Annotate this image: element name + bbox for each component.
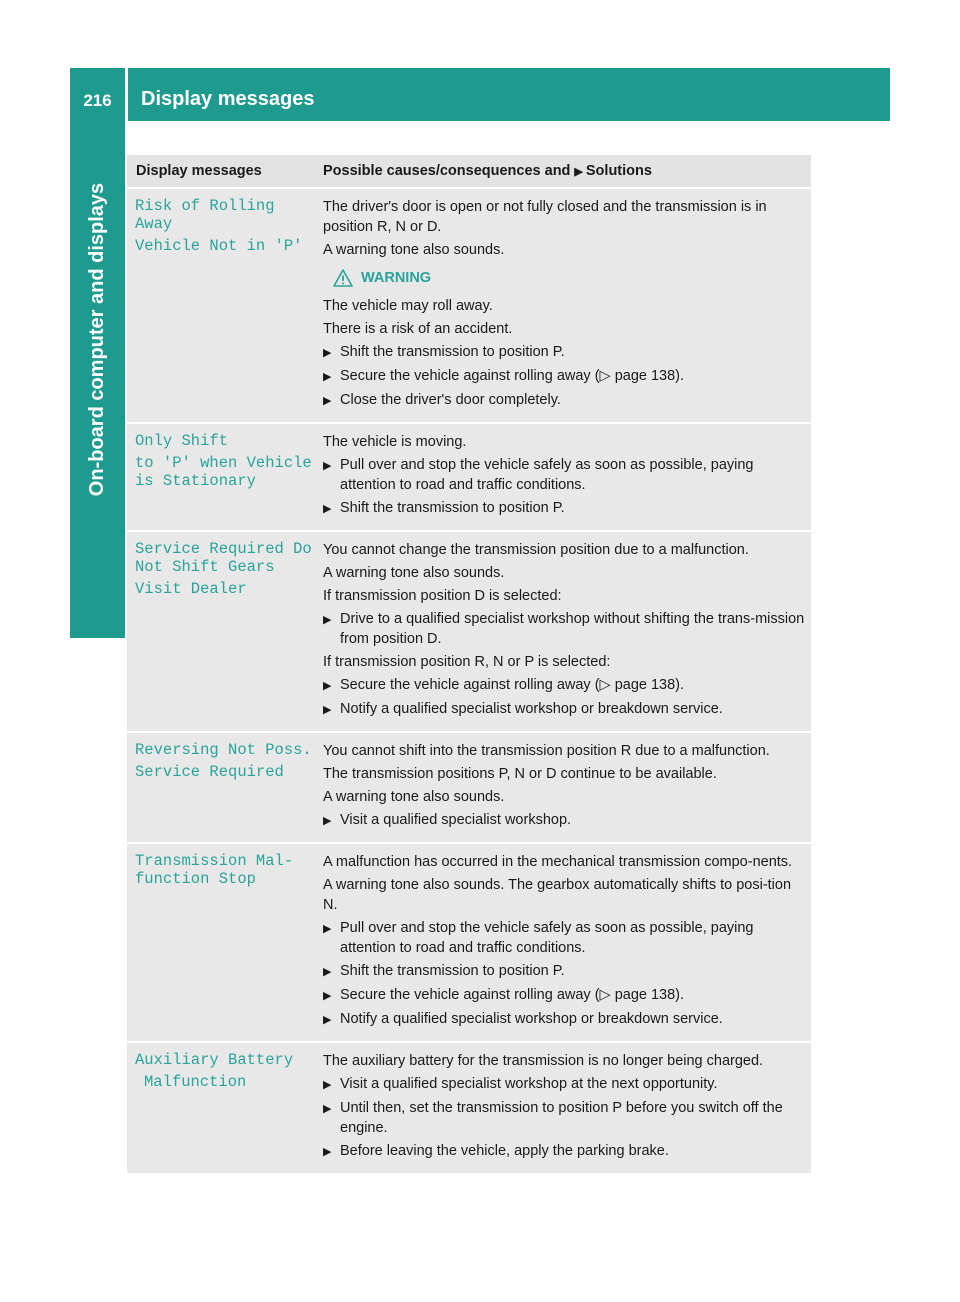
- step-text: Shift the transmission to position P.: [340, 500, 565, 516]
- paragraph: A warning tone also sounds.: [323, 789, 505, 805]
- display-message: [127, 197, 314, 414]
- paragraph: The auxiliary battery for the transmission is no longer being charged.: [323, 1053, 764, 1069]
- paragraph: The driver's door is open or not fully closed and the transmission is in position R, N or D.: [323, 199, 767, 235]
- chapter-side-tab: [70, 121, 125, 638]
- arrow-right-icon: ▶: [323, 614, 332, 626]
- display-messages-table: [127, 155, 811, 1173]
- action-step: [323, 699, 805, 720]
- step-text: Secure the vehicle against rolling away (▷ page 138).: [340, 368, 685, 384]
- arrow-right-icon: ▶: [323, 1103, 332, 1115]
- action-step: [323, 1074, 805, 1095]
- arrow-right-icon: ▶: [323, 395, 332, 407]
- action-step: [323, 342, 805, 363]
- warning-text: WARNING: [361, 270, 432, 286]
- table-row: [127, 189, 811, 422]
- step-text: Visit a qualified specialist workshop.: [340, 812, 572, 828]
- chapter-label: On-board computer and displays: [86, 182, 108, 497]
- warning-triangle-icon: [333, 269, 353, 287]
- table-body: [127, 189, 811, 1173]
- step-text: Secure the vehicle against rolling away (▷ page 138).: [340, 677, 685, 693]
- action-step: [323, 985, 805, 1006]
- paragraph: A warning tone also sounds. The gearbox automatically shifts to posi-tion N.: [323, 877, 792, 913]
- action-step: [323, 609, 805, 649]
- action-step: [323, 961, 805, 982]
- paragraph: A warning tone also sounds.: [323, 242, 505, 258]
- action-step: [323, 498, 805, 519]
- display-message: [127, 1051, 314, 1165]
- action-step: [323, 675, 805, 696]
- table-row: [127, 532, 811, 731]
- display-message: [127, 852, 314, 1033]
- action-step: [323, 1141, 805, 1162]
- message-line: Only Shift: [135, 432, 229, 450]
- paragraph: The transmission positions P, N or D continue to be available.: [323, 766, 717, 782]
- arrow-right-icon: ▶: [323, 1079, 332, 1091]
- step-text: Visit a qualified specialist workshop at the next opportunity.: [340, 1076, 718, 1092]
- paragraph: There is a risk of an accident.: [323, 321, 513, 337]
- arrow-right-icon: ▶: [323, 680, 332, 692]
- arrow-right-icon: ▶: [323, 371, 332, 383]
- step-text: Shift the transmission to position P.: [340, 963, 565, 979]
- step-text: Pull over and stop the vehicle safely as soon as possible, paying attention to road and traffic conditions.: [340, 920, 754, 956]
- table-header: [127, 155, 811, 187]
- message-line: Visit Dealer: [135, 580, 247, 598]
- message-line: Transmission Mal‐ function Stop: [135, 852, 294, 888]
- step-text: Pull over and stop the vehicle safely as soon as possible, paying attention to road and traffic conditions.: [340, 457, 754, 493]
- step-text: Notify a qualified specialist workshop or breakdown service.: [340, 701, 723, 717]
- message-line: Risk of Rolling Away: [135, 197, 275, 233]
- message-line: Vehicle Not in 'P': [135, 237, 303, 255]
- step-text: Close the driver's door completely.: [340, 392, 561, 408]
- arrow-right-icon: ▶: [323, 347, 332, 359]
- paragraph: A warning tone also sounds.: [323, 565, 505, 581]
- arrow-right-icon: ▶: [323, 503, 332, 515]
- arrow-right-icon: ▶: [323, 1146, 332, 1158]
- action-step: [323, 1098, 805, 1138]
- step-text: Until then, set the transmission to position P before you switch off the engine.: [340, 1100, 783, 1136]
- table-row: [127, 844, 811, 1041]
- paragraph: The vehicle is moving.: [323, 434, 467, 450]
- step-text: Drive to a qualified specialist workshop without shifting the trans-mission from position D.: [340, 611, 805, 647]
- paragraph: A malfunction has occurred in the mechanical transmission compo-nents.: [323, 854, 793, 870]
- paragraph: You cannot change the transmission position due to a malfunction.: [323, 542, 749, 558]
- message-line: Auxiliary Battery: [135, 1051, 294, 1069]
- action-step: [323, 810, 805, 831]
- page-header: [70, 68, 890, 121]
- display-message: [127, 540, 314, 723]
- arrow-right-icon: ▶: [323, 704, 332, 716]
- action-step: [323, 1009, 805, 1030]
- table-row: [127, 424, 811, 530]
- action-step: [323, 390, 805, 411]
- message-explanation: [314, 741, 811, 834]
- message-explanation: [314, 432, 811, 522]
- arrow-right-icon: ▶: [323, 1014, 332, 1026]
- message-explanation: [314, 852, 811, 1033]
- page-number: 216: [70, 68, 125, 121]
- message-line: Service Required Do Not Shift Gears: [135, 540, 312, 576]
- arrow-right-icon: ▶: [323, 815, 332, 827]
- message-explanation: [314, 540, 811, 723]
- page-title: Display messages: [128, 68, 890, 121]
- action-step: [323, 918, 805, 958]
- arrow-right-icon: ▶: [323, 990, 332, 1002]
- paragraph: The vehicle may roll away.: [323, 298, 493, 314]
- table-row: [127, 1043, 811, 1173]
- step-text: Before leaving the vehicle, apply the parking brake.: [340, 1143, 669, 1159]
- message-line: Malfunction: [144, 1073, 247, 1091]
- action-step: [323, 366, 805, 387]
- column-header-messages: Display messages: [136, 163, 262, 179]
- arrow-right-icon: ▶: [574, 165, 583, 178]
- paragraph: If transmission position R, N or P is selected:: [323, 654, 611, 670]
- display-message: [127, 741, 314, 834]
- paragraph: You cannot shift into the transmission position R due to a malfunction.: [323, 743, 770, 759]
- action-step: [323, 455, 805, 495]
- step-text: Shift the transmission to position P.: [340, 344, 565, 360]
- table-row: [127, 733, 811, 842]
- step-text: Notify a qualified specialist workshop or breakdown service.: [340, 1011, 723, 1027]
- arrow-right-icon: ▶: [323, 460, 332, 472]
- message-line: Reversing Not Poss.: [135, 741, 312, 759]
- message-line: to 'P' when Vehicle is Stationary: [135, 454, 312, 490]
- step-text: Secure the vehicle against rolling away (▷ page 138).: [340, 987, 685, 1003]
- arrow-right-icon: ▶: [323, 923, 332, 935]
- message-explanation: [314, 1051, 811, 1165]
- message-line: Service Required: [135, 763, 284, 781]
- arrow-right-icon: ▶: [323, 966, 332, 978]
- paragraph: If transmission position D is selected:: [323, 588, 562, 604]
- column-header-causes: Possible causes/consequences and ▶ Solutions: [323, 162, 652, 179]
- warning-label: [333, 268, 805, 288]
- message-explanation: [314, 197, 811, 414]
- display-message: [127, 432, 314, 522]
